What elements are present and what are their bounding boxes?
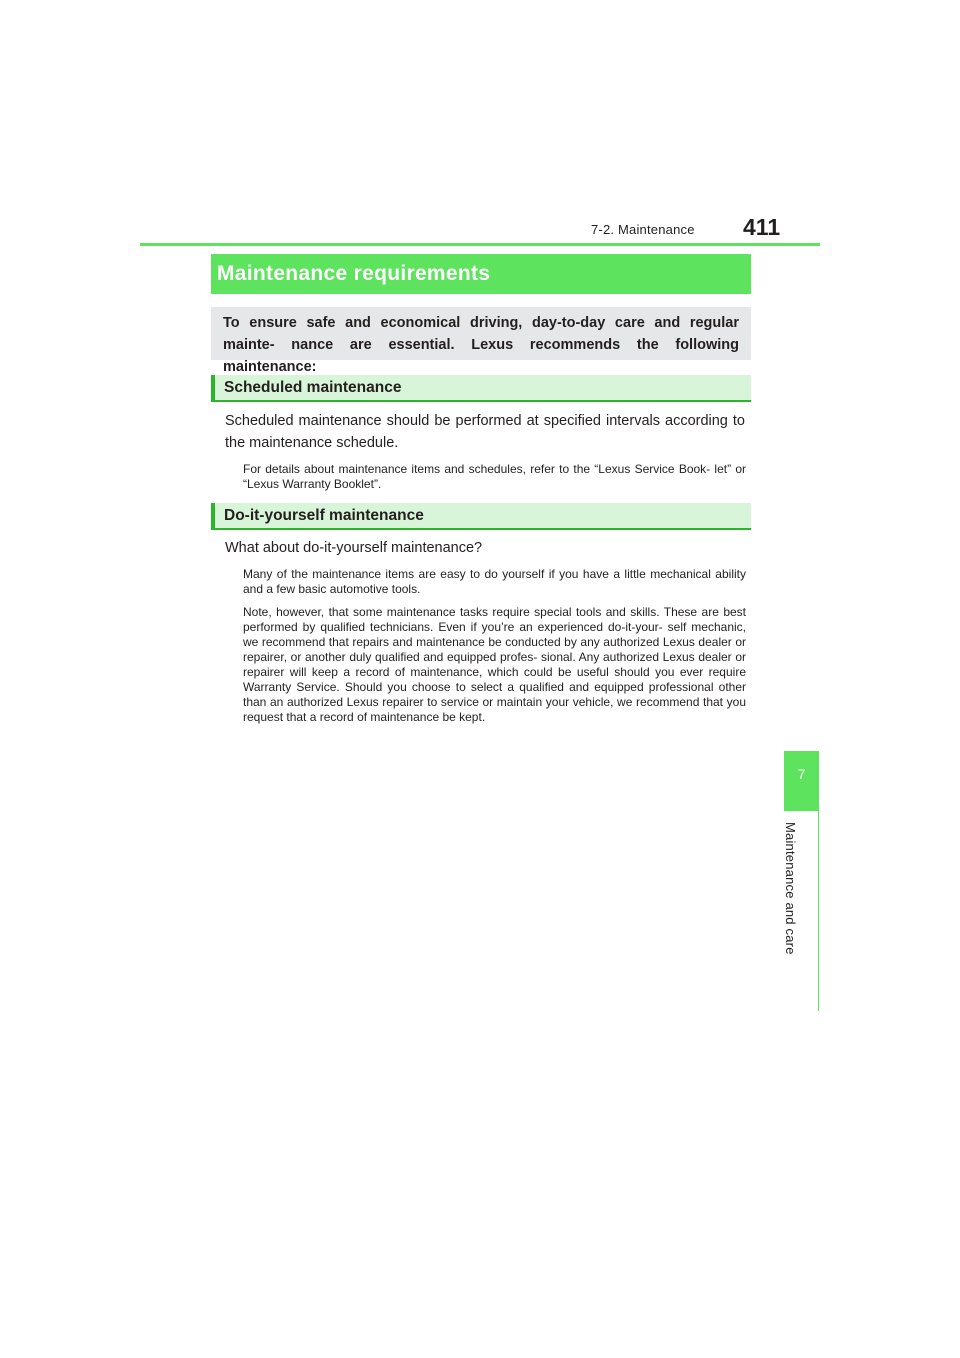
scheduled-maintenance-body: Scheduled maintenance should be performed at specified intervals according to the maintenance schedule. [225,413,745,451]
diy-paragraph-1: Many of the maintenance items are easy to do yourself if you have a little mechanical ability and a few basic automotive tools. [243,567,746,596]
main-heading: Maintenance requirements [217,262,491,285]
page-number: 411 [743,214,781,240]
section-label: 7-2. Maintenance [591,222,695,237]
chapter-tab-rule [818,811,819,1011]
diy-maintenance-heading: Do-it-yourself maintenance [224,507,424,524]
scheduled-maintenance-note: For details about maintenance items and schedules, refer to the “Lexus Service Book- let” or “Lexus Warranty Booklet”. [243,462,746,491]
main-heading-bar [211,254,751,294]
chapter-number: 7 [797,766,806,782]
diy-paragraph-2: Note, however, that some maintenance tasks require special tools and skills. These are best performed by qualified technicians. Even if you’re an experienced do-it-your- self mechanic, we recommend that repairs and maintenance be conducted by any authorized Lexus dealer or repairer, or another duly qualified and equipped profes- sional. Any authorized Lexus dealer or repairer will keep a record of maintenance, which could be useful should you ever require Warranty Service. Should you choose to select a qualified and equipped professional other than an authorized Lexus repairer to service or maintain your vehicle, we recommend that you request that a record of maintenance be kept. [243,605,746,724]
header-rule [140,243,820,246]
scheduled-maintenance-heading: Scheduled maintenance [224,379,402,396]
scheduled-maintenance-heading-bar [211,375,751,402]
chapter-title: Maintenance and care [783,822,798,955]
chapter-tab [784,751,819,811]
diy-question: What about do-it-yourself maintenance? [225,540,483,556]
intro-box: To ensure safe and economical driving, day-to-day care and regular mainte- nance are essential. Lexus recommends the following maintenance: [211,307,751,360]
diy-maintenance-heading-bar [211,503,751,530]
